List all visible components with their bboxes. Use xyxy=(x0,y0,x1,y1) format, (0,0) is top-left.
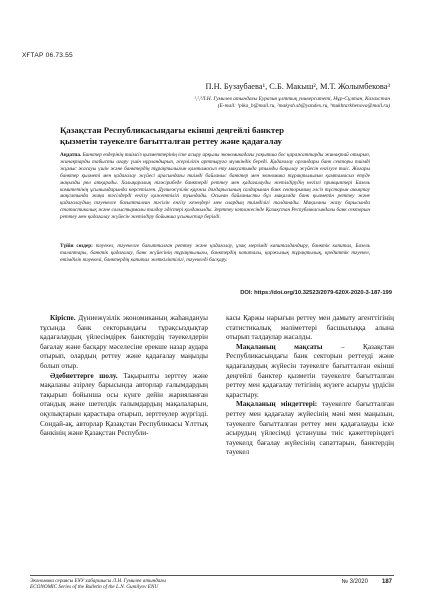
literature-label: Әдебиеттерге шолу. xyxy=(50,371,118,380)
footer-divider xyxy=(30,575,394,576)
tasks-label: Мақаланың міндеттері: xyxy=(236,400,318,409)
tasks-text: тәуекелге бағытталған реттеу мен қадағалау жүйесінің мәні мен маңызын, тәуекелге бағытталған реттеу мен қадағалауды іске асырудың үйлесімді ұстанушы тиіс қажеттеріндегі тәуекелд бағалау жүйесінің сапаттарын, банктердің тәуекел xyxy=(226,400,394,457)
keywords xyxy=(60,243,370,264)
author-names: П.Н. Бузаубаева¹, С.Б. Макыш², М.Т. Жолымбекова³ xyxy=(205,82,390,91)
journal-footer xyxy=(30,578,166,591)
intro-label: Кіріспе. xyxy=(50,314,76,322)
keywords-label: Түйін сөздер: xyxy=(60,243,93,249)
irstp-code: ХҒТАР 06.73.55 xyxy=(22,52,73,59)
affiliation-text: ¹,²,³Л.Н. Гумилев атындағы Еуразия ұлттық университеті, Нұр-Сұлтан, Казахстан xyxy=(194,96,390,102)
paper-title xyxy=(60,125,370,147)
page-number: 187 xyxy=(381,579,392,585)
abstract xyxy=(60,152,370,221)
journal-name-kz: Экономика сериясы ЕҰУ хабаршысы Л.Н. Гумилев атындағы xyxy=(30,578,166,584)
issue-number: № 3/2020 xyxy=(341,579,368,585)
abstract-text: Банктер өздерінің тиімсіз қызметтерінің іске асыру арқылы экономикадағы уақытша бос қаражаттарды жинақтай отырып, жинақтарды табысты ағару үшін нұрландырып, әсерлілігін арттыруға мүмкіндік береді. Қадағалау органдары банк секторы тиімді жұмыс жасауы үшін және банктердің тұрақтылығын қамтамасыз ету мақсатында ұтымды бақылау жүйесін енгізуге тиіс. Жоғары банктер қызметі мен қадағалау жүйесі арасындағы тиімді байланыс банктер мен экономика тұрақтылығын қамтамасыз етуде маңызды рөл атқарады. Халықаралық тәжірибеде банктерді реттеу мен қадағалауды жетілдірудің негізгі принциптері Базель комитетінің ұсынымдарында көрсетілген. Дүниежүзілік қаржы дағдарысының салдарынан банк секторының әлсіз тұстарын анықтау мақсатында жаңа тәсілдерді енгізу қажеттілігі туындады. Осыған байланысты бұл мақалада банк қызметін реттеу және қадағалаудың тәуекелге бағытталған тәсілін енгізу кезеңдері мен олардың тиімділігі талданады. Мақаланы жазу барысында статистикалық және салыстырмалы талдау әдістері қолданылды. Зерттеу нәтижесінде Қазақстан Республикасындағы банк секторын реттеу мен қадағалау жүйесін жетілдіру бойынша ұсыныстар берілді. xyxy=(60,152,370,221)
intro-text: Дүниежүзілік экономиканың жаһандануы тұсында банк секторындағы тұрақсыздықтар қадағалаудың үйлесімдірек банктердің тәуекелдерін бағалау және басқару мәселесіне ерекше назар аудара отырып, олардың реттеу және қадағалау маңызды болып отыр. xyxy=(40,314,208,370)
continuation-paragraph: касы Қаржы нарығын реттеу мен дамыту агенттігінің статистикалық мәліметтері басшылыққа алына отырып талдаулар жасалды. xyxy=(226,314,394,342)
doi-link[interactable]: DOI: https://doi.org/10.32523/2079-620X-2020-3-187-199 xyxy=(240,290,392,296)
tasks-paragraph xyxy=(226,400,394,458)
body-column-right xyxy=(226,314,394,458)
literature-paragraph xyxy=(40,372,208,439)
journal-name-en: ECONOMIC Series of the Bulletin of the L.N. Gumilyov ENU xyxy=(30,584,159,591)
title-line-2: қызметін тәуекелге бағытталған реттеу және қадағалау xyxy=(60,136,282,146)
affiliation-block xyxy=(50,96,390,110)
goal-text: – Қазақстан Республикасындағы банк секторын реттеуді және қадағалаудың жүйесін тәуекелге бағытталған екінші деңгейлі банктер қызметін тәуекелге бағытталған реттеу мен қадағалау тетігінің жүзеге асыруы үрдісін қарастыру. xyxy=(226,342,395,399)
keywords-text: тәуекел, тәуекелге бағытталған реттеу және қадағалау, ұзақ мерзімді капиталдандыру, банктік капитал, Базель талаптары, банктік қадағалау, банк жүйесінің тұрақтылығы, банктердің капиталы, қаржылық тұрақтылық, кредиттік тәуекел, өтімділік тәуекелі, банктердің капитал жеткіліктілігі, тәуекелді басқару. xyxy=(60,243,370,263)
goal-paragraph xyxy=(226,343,394,401)
author-emails: (E-mail: ¹pika_b@mail.ru, ²makysh.sb@yandex.ru, ³mukhtarkhenova@mail.ru) xyxy=(217,103,390,109)
literature-text: Тақырыпты зерттеу және мақаланы әзірлеу барысында авторлар ғалымдардың тақырып бойынша осы күнге дейін жарияланған отандық және шетелдік ғалымдардың мақалаларын, оқулықтарын қарастыра отырып, зерттеулер жүргізді. Сондай-ақ, авторлар Қазақстан Республикасы Ұлттық банкінің және Қазақстан Республи- xyxy=(40,371,208,438)
page-info xyxy=(342,579,392,585)
title-line-1: Қазақстан Республикасындағы екінші деңгейлі банктер xyxy=(60,125,285,135)
abstract-label: Аңдатпа. xyxy=(60,152,82,158)
goal-label: Мақаланың мақсаты xyxy=(236,342,323,351)
intro-paragraph xyxy=(40,314,208,372)
body-column-left xyxy=(40,314,208,439)
